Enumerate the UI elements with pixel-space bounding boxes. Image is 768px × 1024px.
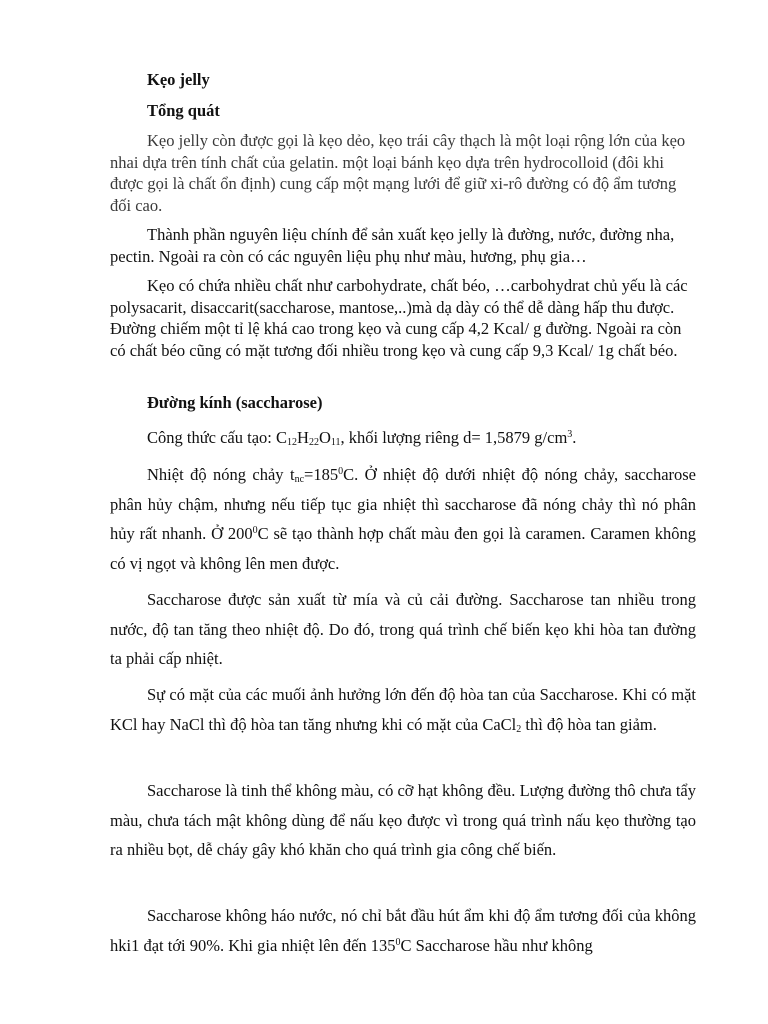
hygroscopic-degree: 0 [395, 936, 401, 948]
formula-hydrogen: H [297, 428, 309, 447]
melting-sub-nc: nc [294, 474, 305, 485]
melting-text-1: Nhiệt độ nóng chảy t [147, 465, 295, 484]
paragraph-melting-point [110, 460, 696, 578]
melting-text-4: C sẽ tạo thành hợp chất màu đen gọi là caramen. Caramen không có vị ngọt và không lên men được. [110, 524, 696, 573]
hygroscopic-text-1: Saccharose không háo nước, nó chỉ bắt đầu hút ẩm khi độ ẩm tương đối của không hki1 đạt tới 90%. Khi gia nhiệt lên đến 135 [110, 906, 696, 955]
formula-oxygen: O [318, 428, 331, 447]
density-unit-exponent: 3 [567, 429, 573, 440]
formula-sub-hydrogen: 22 [308, 437, 319, 448]
melting-degree-2: 0 [252, 525, 258, 537]
document-title: Kẹo jelly [147, 70, 210, 89]
salts-text-2: thì độ hòa tan giảm. [521, 714, 657, 734]
formula-end: . [572, 428, 577, 447]
formula-sub-oxygen: 11 [330, 437, 341, 448]
formula-sub-carbon: 12 [287, 437, 298, 448]
section-heading-saccharose: Đường kính (saccharose) [147, 393, 323, 412]
paragraph-intro: Kẹo jelly còn được gọi là kẹo dẻo, kẹo trái cây thạch là một loại rộng lớn của kẹo nhai dựa trên tính chất của gelatin. một loại bánh kẹo dựa trên hydrocolloid (đôi khi được gọi là chất ổn định) cung cấp một mạng lưới để giữ xi-rô đường có độ ẩm tương đối cao. [110, 131, 686, 215]
melting-degree-1: 0 [338, 466, 344, 477]
paragraph-salts [110, 680, 696, 739]
salts-sub-2: 2 [516, 723, 522, 735]
formula-prefix: Công thức cấu tạo: C [147, 428, 288, 447]
melting-text-3: C. Ở nhiệt độ dưới nhiệt độ nóng chảy, saccharose phân hủy chậm, nhưng nếu tiếp tục gia nhiệt thì saccharose đã nóng chảy thì nó phân hủy rất nhanh. Ở 200 [110, 465, 697, 544]
paragraph-nutrition: Kẹo có chứa nhiều chất như carbohydrate, chất béo, …carbohydrat chủ yếu là các polysacarit, disaccarit(saccharose, mantose,..)mà dạ dày có thể dễ dàng hấp thu được. Đường chiếm một tỉ lệ khá cao trong kẹo và cung cấp 4,2 Kcal/ g đường. Ngoài ra còn có chất béo cũng có mặt tương đối nhiều trong kẹo và cung cấp 9,3 Kcal/ 1g chất béo. [110, 276, 688, 360]
paragraph-ingredients: Thành phần nguyên liệu chính để sản xuất kẹo jelly là đường, nước, đường nha, pectin. Ngoài ra còn có các nguyên liệu phụ như màu, hương, phụ gia… [110, 225, 675, 266]
paragraph-hygroscopic [110, 901, 696, 960]
melting-text-2: =185 [304, 465, 339, 484]
formula-density: , khối lượng riêng d= 1,5879 g/cm [340, 428, 568, 447]
salts-text-1: Sự có mặt của các muối ảnh hưởng lớn đến độ hòa tan của Saccharose. Khi có mặt KCl hay NaCl thì độ hòa tan tăng nhưng khi có mặt của CaCl [110, 685, 696, 734]
paragraph-solubility: Saccharose được sản xuất từ mía và củ cải đường. Saccharose tan nhiều trong nước, độ tan tăng theo nhiệt độ. Do đó, trong quá trình chế biến kẹo khi hòa tan đường ta phải cấp nhiệt. [110, 590, 696, 669]
hygroscopic-text-2: C Saccharose hầu như không [400, 935, 593, 955]
paragraph-crystals: Saccharose là tinh thể không màu, có cỡ hạt không đều. Lượng đường thô chưa tẩy màu, chưa tách mật không dùng để nấu kẹo được vì trong quá trình nấu kẹo thường tạo ra nhiều bọt, dễ cháy gây khó khăn cho quá trình gia công chế biến. [110, 781, 696, 860]
section-heading-overview: Tổng quát [147, 101, 220, 120]
paragraph-formula [110, 427, 696, 449]
